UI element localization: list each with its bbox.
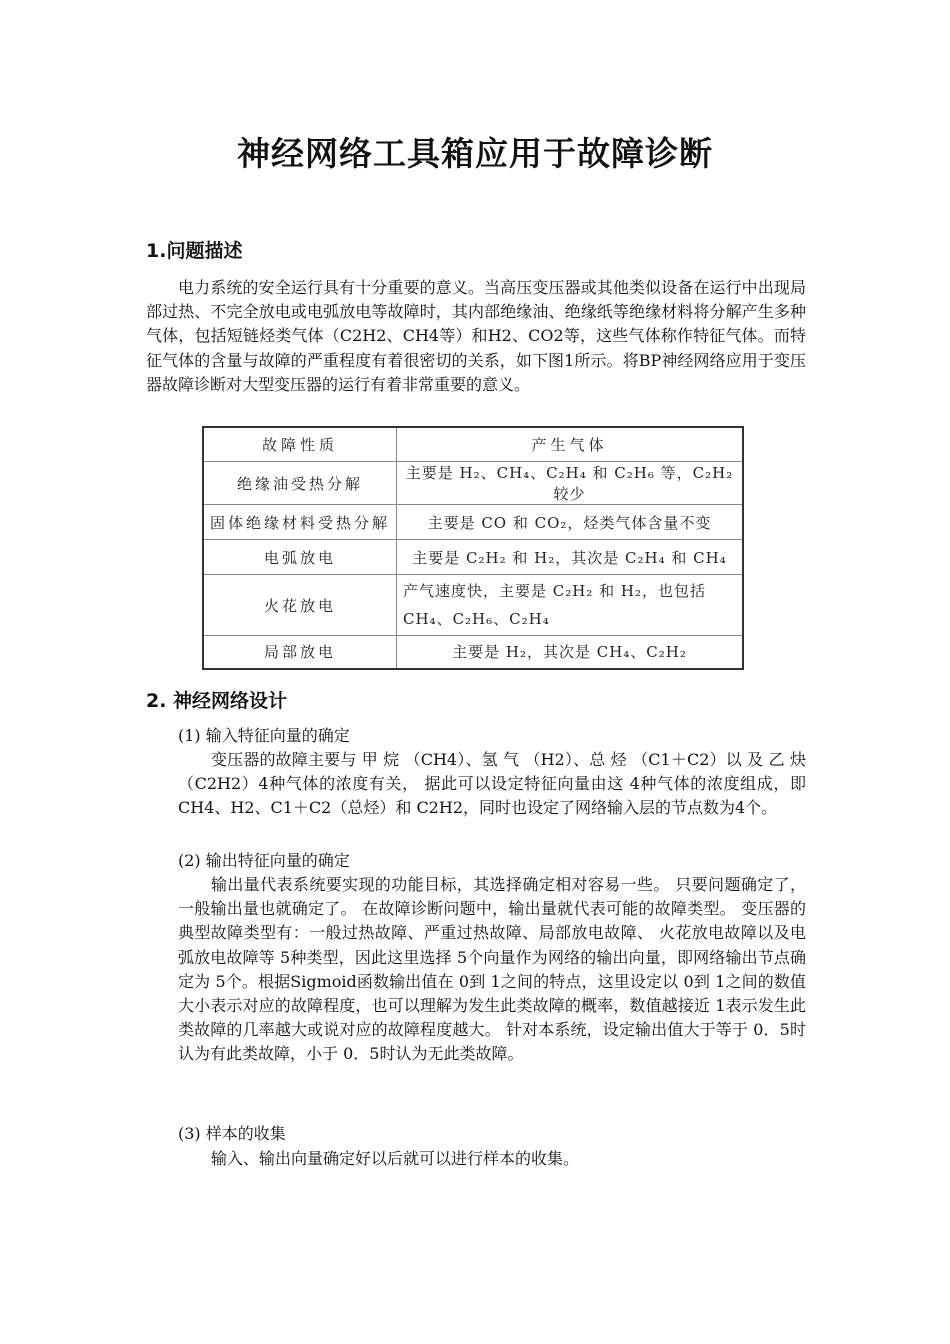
table-cell-gas: 主要是 H₂，其次是 CH₄、C₂H₂	[397, 636, 744, 669]
table-header-fault: 故障性质	[203, 427, 397, 462]
table-cell-gas: 产气速度快，主要是 C₂H₂ 和 H₂，也包括 CH₄、C₂H₆、C₂H₄	[397, 575, 744, 636]
table-cell-fault: 局部放电	[203, 636, 397, 669]
table-cell-fault: 火花放电	[203, 575, 397, 636]
section-2-heading: 2. 神经网络设计	[146, 690, 288, 712]
table-row	[203, 540, 743, 575]
subsection-2-label: (2) 输出特征向量的确定	[178, 851, 350, 870]
subsection-1-text: 变压器的故障主要与 甲 烷 （CH4）、氢 气 （H2）、总 烃 （C1＋C2）以 及 乙 炔（C2H2）4种气体的浓度有关， 据此可以设定特征向量由这 4种气体的浓度组成，即 CH4、H2、C1＋C2（总烃）和 C2H2，同时也设定了网络输入层的节点数为4个。	[178, 750, 806, 818]
section-1-paragraph: 电力系统的安全运行具有十分重要的意义。当高压变压器或其他类似设备在运行中出现局部过热、不完全放电或电弧放电等故障时，其内部绝缘油、绝缘纸等绝缘材料将分解产生多种气体，包括短链烃类气体（C2H2、CH4等）和H2、CO2等，这些气体称作特征气体。而特征气体的含量与故障的严重程度有着很密切的关系，如下图1所示。将BP神经网络应用于变压器故障诊断对大型变压器的运行有着非常重要的意义。	[146, 278, 806, 394]
table-cell-fault: 固体绝缘材料受热分解	[203, 505, 397, 540]
page-title: 神经网络工具箱应用于故障诊断	[237, 134, 713, 173]
subsection-3-label: (3) 样本的收集	[178, 1124, 286, 1143]
table-cell-fault: 绝缘油受热分解	[203, 462, 397, 505]
table-row	[203, 505, 743, 540]
fault-gas-table	[202, 426, 744, 670]
table-row	[203, 575, 743, 636]
table-cell-gas: 主要是 CO 和 CO₂，烃类气体含量不变	[397, 505, 744, 540]
table-header-row	[203, 427, 743, 462]
table-cell-gas: 主要是 H₂、CH₄、C₂H₄ 和 C₂H₆ 等，C₂H₂ 较少	[397, 462, 744, 505]
table-row	[203, 462, 743, 505]
subsection-2-text: 输出量代表系统要实现的功能目标，其选择确定相对容易一些。 只要问题确定了，一般输出量也就确定了。 在故障诊断问题中，输出量就代表可能的故障类型。 变压器的典型故障类型有：一般过热故障、严重过热故障、局部放电故障、 火花放电故障以及电弧放电故障等 5种类型，因此这里选择 5个向量作为网络的输出向量，即网络输出节点确定为 5个。根据Sigmoid函数输出值在 0到 1之间的特点，这里设定以 0到 1之间的数值大小表示对应的故障程度，也可以理解为发生此类故障的概率，数值越接近 1表示发生此类故障的几率越大或说对应的故障程度越大。 针对本系统，设定输出值大于等于 0．5时认为有此类故障，小于 0．5时认为无此类故障。	[178, 875, 806, 1064]
subsection-3-text: 输入、输出向量确定好以后就可以进行样本的收集。	[211, 1149, 580, 1168]
table-row	[203, 636, 743, 669]
table-cell-fault: 电弧放电	[203, 540, 397, 575]
section-1-heading: 1.问题描述	[146, 240, 243, 262]
subsection-1-label: (1) 输入特征向量的确定	[178, 726, 350, 745]
table-cell-gas: 主要是 C₂H₂ 和 H₂，其次是 C₂H₄ 和 CH₄	[397, 540, 744, 575]
table-header-gas: 产生气体	[397, 427, 744, 462]
